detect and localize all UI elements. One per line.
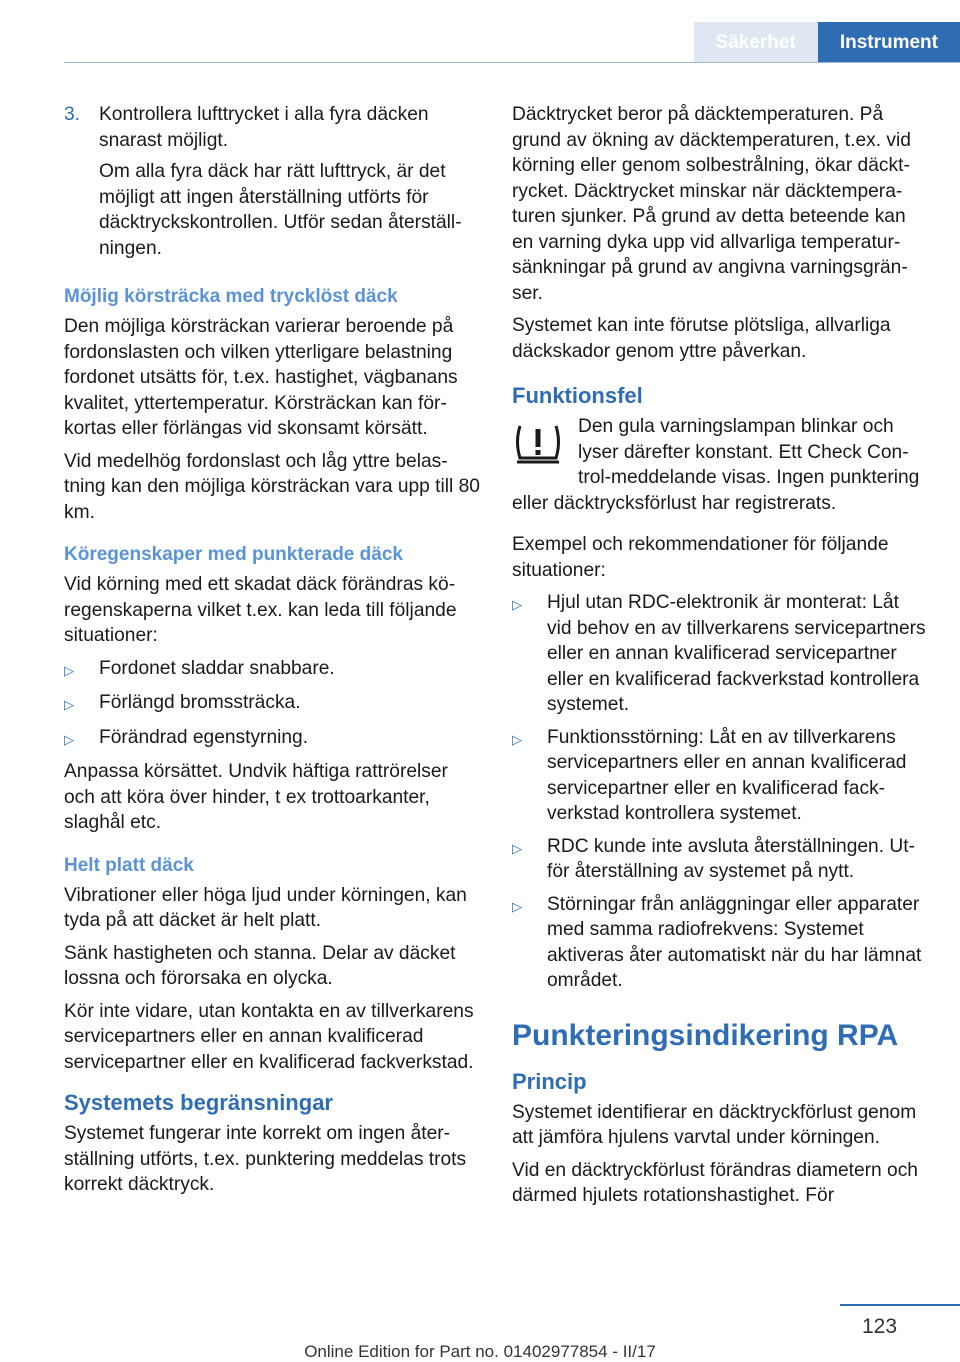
heading-malfunction: Funktionsfel <box>512 383 643 408</box>
list-item-text: Funktionsstörning: Låt en av tillverkarens servicepartners eller en annan kvalificerad servicepartner eller en kvalificerad fackverkstad kontrollera systemet. <box>547 726 907 824</box>
triangle-bullet-icon: ▷ <box>512 898 522 914</box>
tab-instrument: Instrument <box>818 22 960 62</box>
step-number: 3. <box>64 104 81 125</box>
range-paragraph-1: Den möjliga körsträckan varierar beroende på fordonslasten och vilken ytterligare belastning fordonet utsätts för, t.ex. hastighet, vägbanans kvalitet, yttertemperatur. Körsträckan kan förkortas eller förlängas vid skonsamt körsätt. <box>64 316 458 439</box>
right-column <box>512 102 928 1216</box>
list-item <box>64 725 480 753</box>
flat-paragraph-1: Vibrationer eller höga ljud under körningen, kan tyda på att däcket är helt platt. <box>64 884 467 931</box>
list-item <box>512 892 928 994</box>
list-item-text: Förändrad egenstyrning. <box>99 726 309 748</box>
step-3-text: Kontrollera lufttrycket i alla fyra däcken snarast möjligt. <box>99 104 429 151</box>
list-item <box>64 656 480 684</box>
malfunction-paragraph: Den gula varningslampan blinkar och lyser därefter konstant. Ett Check Control-meddelande visas. Ingen punktering eller däcktrycksförlust har registrerats. <box>512 416 920 514</box>
flat-paragraph-3: Kör inte vidare, utan kontakta en av tillverkarens servicepartners eller en annan kvalificerad servicepartner eller en kvalificerad fackverkstad. <box>64 1000 474 1073</box>
list-item-text: RDC kunde inte avsluta återställningen. Utför återställning av systemet på nytt. <box>547 835 915 882</box>
triangle-bullet-icon: ▷ <box>64 697 74 712</box>
heading-range: Möjlig körsträcka med trycklöst däck <box>64 286 398 307</box>
header-divider <box>64 62 960 63</box>
list-item-text: Hjul utan RDC-elektronik är monterat: Låt vid behov en av tillverkarens servicepartners eller en annan kvalificerad servicepartner eller en kvalificerad fackverkstad kontrollera systemet. <box>547 592 926 715</box>
header-tabs <box>694 22 960 62</box>
examples-paragraph: Exempel och rekommendationer för följande situationer: <box>512 534 889 581</box>
flat-paragraph-2: Sänk hastigheten och stanna. Delar av däcket lossna och förorsaka en olycka. <box>64 942 456 989</box>
list-item <box>512 834 928 885</box>
triangle-bullet-icon: ▷ <box>64 662 74 678</box>
list-item-text: Fordonet sladdar snabbare. <box>99 657 335 679</box>
step-3-note: Om alla fyra däck har rätt lufttryck, är det möjligt att ingen återställning utförts för däcktryckskontrollen. Utför sedan återställningen. <box>99 161 462 259</box>
range-paragraph-2: Vid medelhög fordonslast och låg yttre belastning kan den möjliga körsträckan vara upp till 80 km. <box>64 450 480 523</box>
principle-paragraph-1: Systemet identifierar en däcktryckförlust genom att jämföra hjulens varvtal under körningen. <box>512 1101 917 1148</box>
driving-paragraph-1: Vid körning med ett skadat däck förändras köregenskaperna vilket t.ex. kan leda till följande situationer: <box>64 574 457 646</box>
heading-rpa: Punkteringsindikering RPA <box>512 1018 899 1052</box>
page-number: 123 <box>862 1315 898 1338</box>
limits-paragraph: Systemet fungerar inte korrekt om ingen återställning utförts, t.ex. punktering meddelas trots korrekt däcktryck. <box>64 1123 467 1195</box>
edition-note: Online Edition for Part no. 01402977854 - II/17 <box>304 1342 656 1361</box>
triangle-bullet-icon: ▷ <box>512 597 522 612</box>
heading-principle: Princip <box>512 1068 587 1094</box>
temperature-paragraph-2: Systemet kan inte förutse plötsliga, allvarliga däckskador genom yttre påverkan. <box>512 315 891 362</box>
list-item-text: Störningar från anläggningar eller apparater med samma radiofrekvens: Systemet aktiveras åter automatiskt när du har lämnat området. <box>547 893 922 991</box>
triangle-bullet-icon: ▷ <box>64 731 74 747</box>
left-column <box>64 102 480 1205</box>
tab-sakerhet: Säkerhet <box>694 22 818 62</box>
footer-divider <box>840 1304 960 1306</box>
malfunction-block <box>512 414 928 516</box>
step-3 <box>64 102 480 267</box>
temperature-paragraph-1: Däcktrycket beror på däcktemperaturen. På grund av ökning av däcktemperaturen, t.ex. vid körning eller genom solbestrålning, ökar däcktrycket. Däcktrycket minskar när däcktemperaturen sjunker. På grund av detta beteende kan en varning dyka upp vid allvarliga temperatursänkningar på grund av angivna varningsgränser. <box>512 104 911 304</box>
list-item <box>64 690 480 718</box>
heading-driving: Köregenskaper med punkterade däck <box>64 544 403 565</box>
driving-paragraph-2: Anpassa körsättet. Undvik häftiga rattrörelser och att köra över hinder, t ex trottoarkanter, slaghål etc. <box>64 761 448 833</box>
list-item-text: Förlängd bromssträcka. <box>99 692 301 713</box>
heading-limits: Systemets begränsningar <box>64 1090 333 1115</box>
principle-paragraph-2: Vid en däcktryckförlust förändras diametern och därmed hjulets rotationshastighet. För <box>512 1159 918 1206</box>
triangle-bullet-icon: ▷ <box>512 731 522 747</box>
list-item <box>512 725 928 827</box>
tire-pressure-warning-icon <box>512 420 564 466</box>
triangle-bullet-icon: ▷ <box>512 840 522 856</box>
heading-flat-tire: Helt platt däck <box>64 854 194 876</box>
list-item <box>512 590 928 718</box>
